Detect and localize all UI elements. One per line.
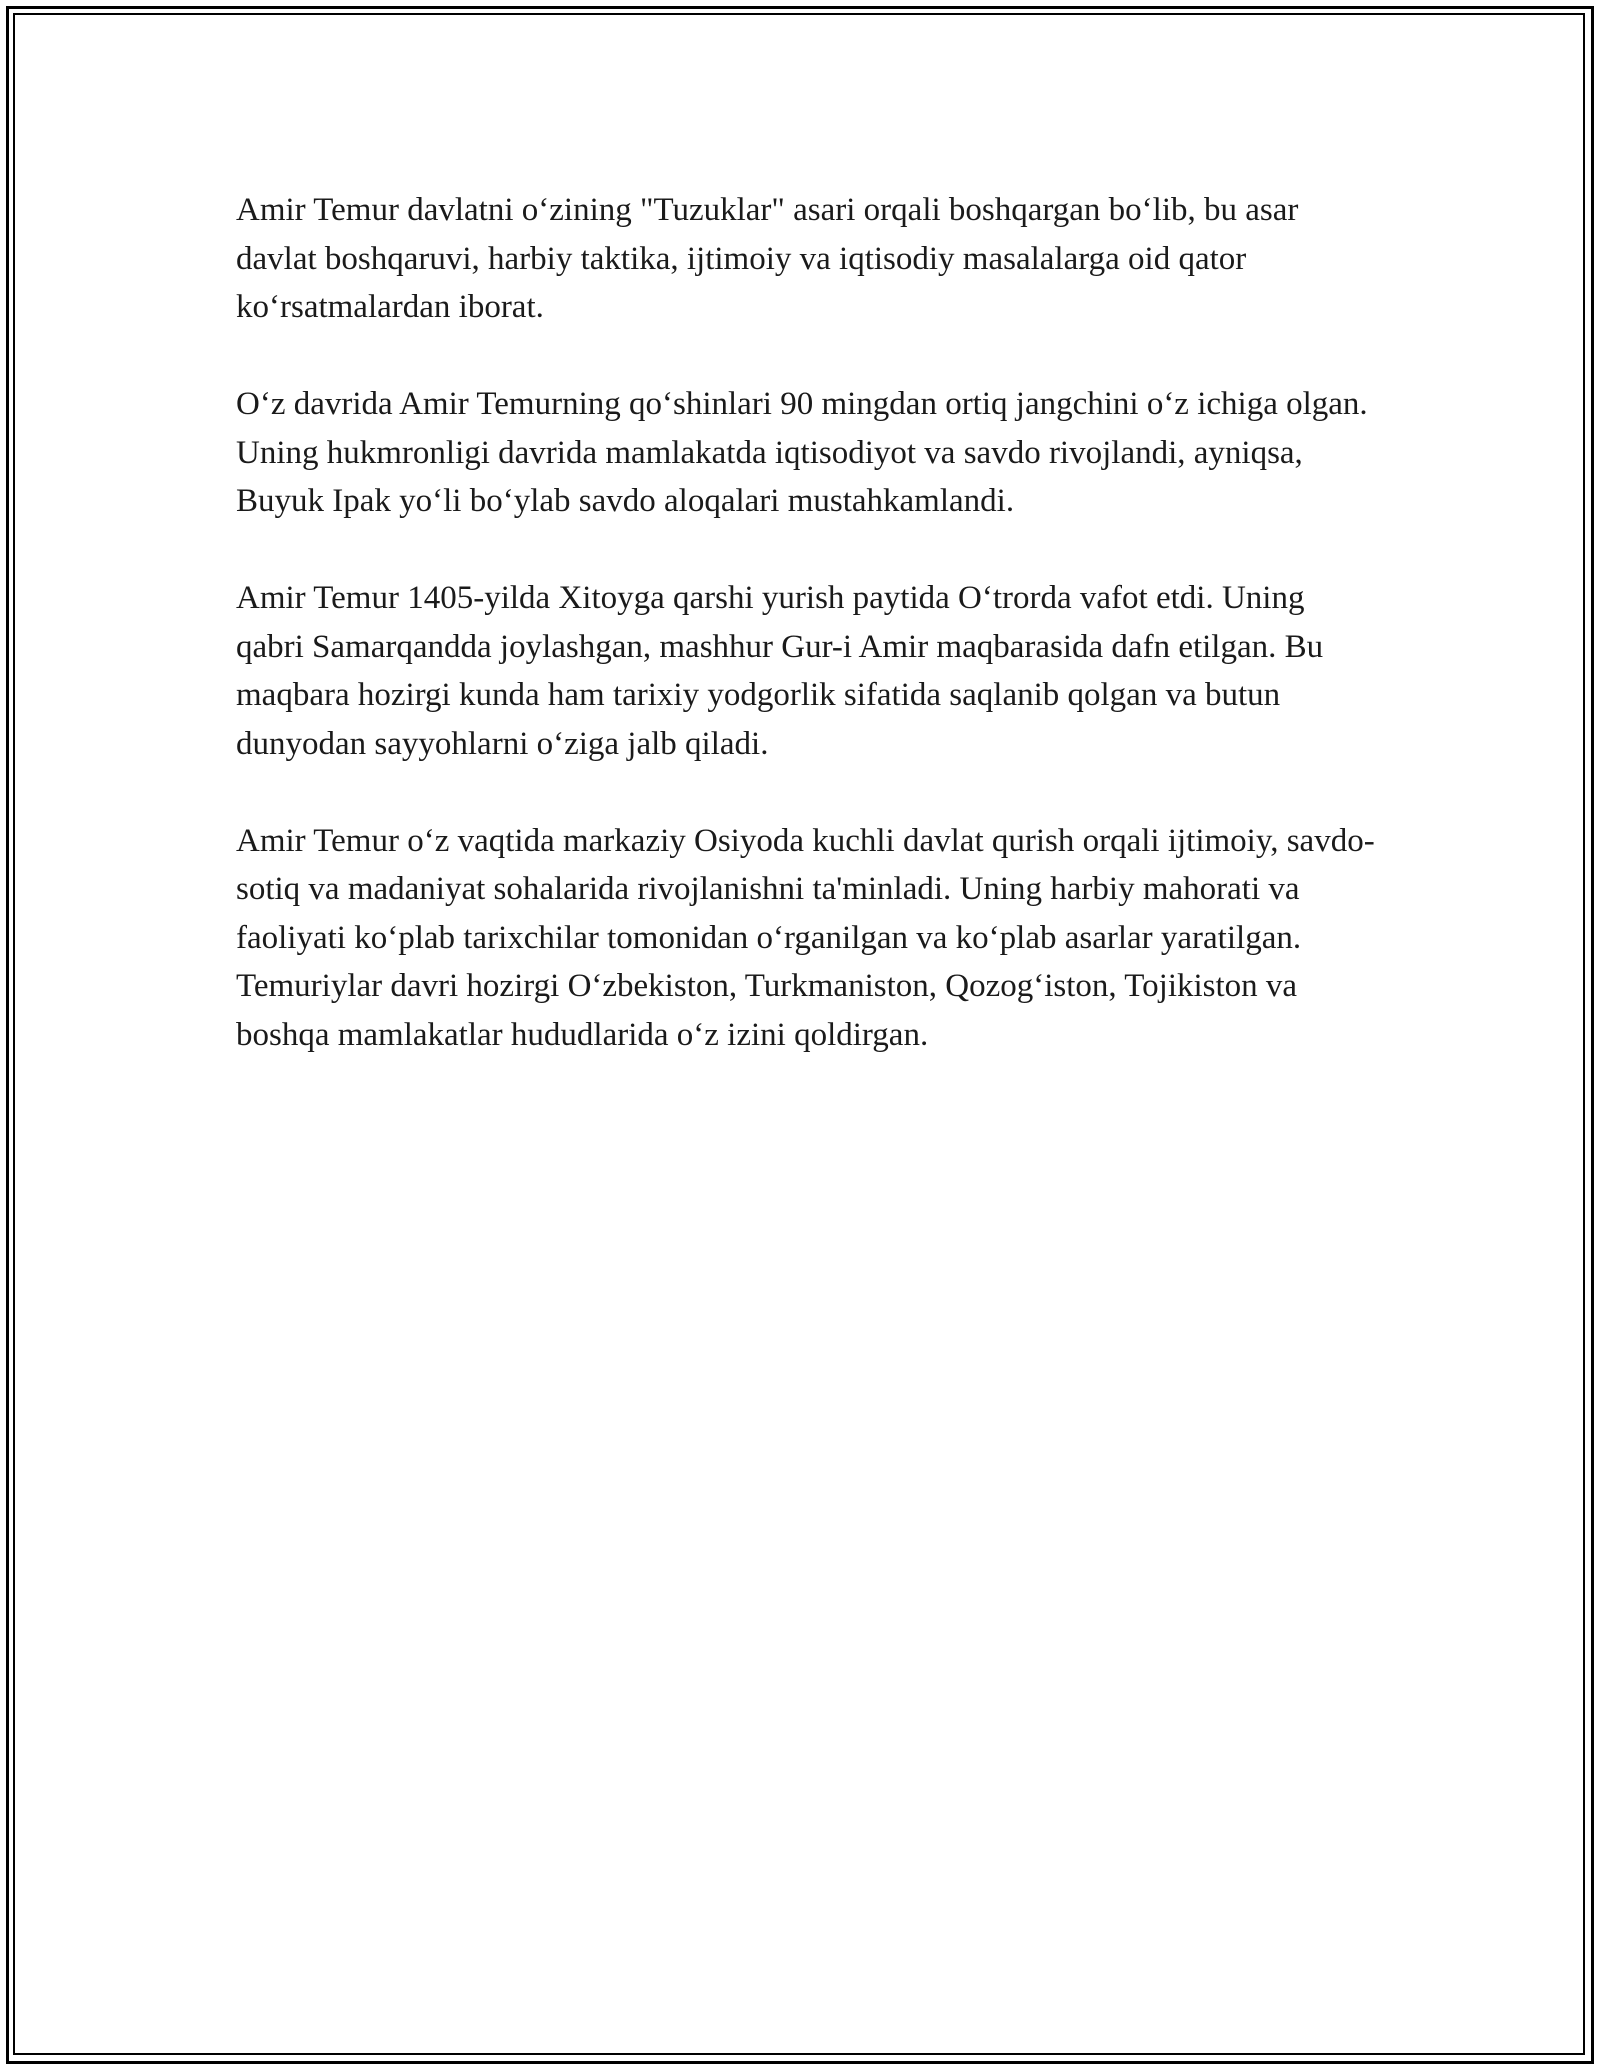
paragraph-legacy: Amir Temur o‘z vaqtida markaziy Osiyoda kuchli davlat qurish orqali ijtimoiy, savdo-sotiq va madaniyat sohalarida rivojlanishni ta'minladi. Uning harbiy mahorati va faoliyati ko‘plab tarixchilar tomonidan o‘rganilgan va ko‘plab asarlar yaratilgan. Temuriylar davri hozirgi O‘zbekiston, Turkmaniston, Qozog‘iston, Tojikiston va boshqa mamlakatlar hududlarida o‘z izini qoldirgan.: [236, 822, 1375, 1053]
paragraph-army-trade: O‘z davrida Amir Temurning qo‘shinlari 90 mingdan ortiq jangchini o‘z ichiga olgan. Uning hukmronligi davrida mamlakatda iqtisodiyot va savdo rivojlandi, ayniqsa, Buyuk Ipak yo‘li bo‘ylab savdo aloqalari mustahkamlandi.: [236, 386, 1368, 519]
document-body: [236, 186, 1376, 1108]
paragraph-death-mausoleum: Amir Temur 1405-yilda Xitoyga qarshi yurish paytida O‘trorda vafot etdi. Uning qabri Samarqandda joylashgan, mashhur Gur-i Amir maqbarasida dafn etilgan. Bu maqbara hozirgi kunda ham tarixiy yodgorlik sifatida saqlanib qolgan va butun dunyodan sayyohlarni o‘ziga jalb qiladi.: [236, 580, 1324, 762]
paragraph-tuzuklar: Amir Temur davlatni o‘zining "Tuzuklar" asari orqali boshqargan bo‘lib, bu asar davlat boshqaruvi, harbiy taktika, ijtimoiy va iqtisodiy masalalarga oid qator ko‘rsatmalardan iborat.: [236, 192, 1299, 325]
